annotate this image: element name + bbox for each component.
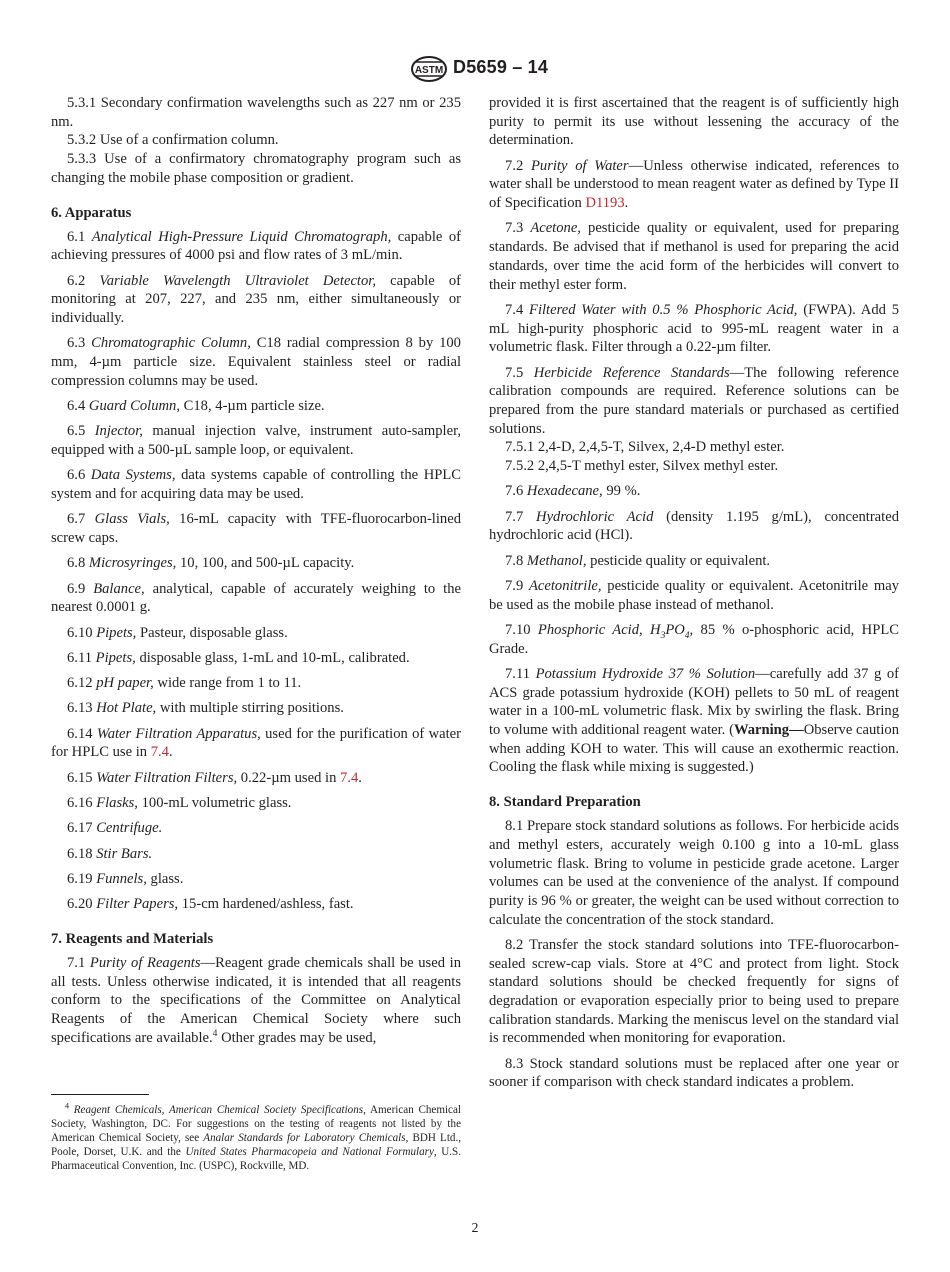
page-number: 2 [471,1221,479,1236]
apparatus-item: 6.20 Filter Papers, 15-cm hardened/ashless, fast. [67,896,354,913]
paragraph-7-8: 7.8 Methanol, pesticide quality or equivalent. [505,552,771,569]
paragraph-7-2: 7.2 Purity of Water—Unless otherwise indicated, references to water shall be understood to mean reagent water as defined by Type II of Specification D1193. [489,157,899,212]
paragraph-7-1-continued: provided it is first ascertained that the reagent is of sufficiently high purity to permit its use without lessening the accuracy of the determination. [489,95,899,149]
paragraph-7-3: 7.3 Acetone, pesticide quality or equivalent, used for preparing standards. Be advised that if methanol is used for preparing the acid standards, over time the acid form of the herbicides will convert to their methyl ester form. [489,220,899,293]
paragraph-8-3: 8.3 Stock standard solutions must be replaced after one year or sooner if comparison with check standard indicates a problem. [489,1055,899,1091]
section-7-heading: 7. Reagents and Materials [51,930,214,947]
paragraph-7-11: 7.11 Potassium Hydroxide 37 % Solution—carefully add 37 g of ACS grade potassium hydroxide (KOH) pellets to 50 mL of reagent water in a 100-mL volumetric flask. Mix by swirling the flask. Bring to volume with additional reagent water. (Warning—Observe caution when adding KOH to water. This will cause an exothermic reaction. Cooling the flask while mixing is suggested.) [489,665,900,776]
apparatus-item: 6.5 Injector, manual injection valve, instrument auto-sampler, equipped with a 500-µL sample loop, or equivalent. [51,423,461,458]
apparatus-item: 6.18 Stir Bars. [67,845,153,862]
paragraph-5-3-1: 5.3.1 Secondary confirmation wavelengths such as 227 nm or 235 nm. [51,95,461,130]
paragraph-7-6: 7.6 Hexadecane, 99 %. [505,483,641,500]
ref-link-7-4[interactable]: 7.4 [150,744,169,761]
paragraph-7-5: 7.5 Herbicide Reference Standards—The following reference calibration compounds are required. Reference solutions can be prepared from the pure standard materials or purchased as certified solutions. [489,364,899,437]
paragraph-6-14: 6.14 Water Filtration Apparatus, used for the purification of water for HPLC use in 7.4. [51,725,461,761]
apparatus-item: 6.11 Pipets, disposable glass, 1-mL and 10-mL, calibrated. [67,649,410,666]
ref-link-7-4[interactable]: 7.4 [340,769,359,786]
paragraph-7-5-2: 7.5.2 2,4,5-T methyl ester, Silvex methyl ester. [505,458,779,475]
apparatus-item: 6.19 Funnels, glass. [67,870,184,887]
document-id: D5659 – 14 [453,57,549,77]
apparatus-item: 6.12 pH paper, wide range from 1 to 11. [67,675,302,692]
apparatus-item: 6.16 Flasks, 100-mL volumetric glass. [67,795,292,811]
apparatus-item: 6.1 Analytical High-Pressure Liquid Chromatograph, capable of achieving pressures of 4000 psi and flow rates of 3 mL/min. [51,228,461,264]
paragraph-7-4: 7.4 Filtered Water with 0.5 % Phosphoric Acid, (FWPA). Add 5 mL high-purity phosphoric acid to 995-mL reagent water in a volumetric flask. Filter through a 0.22-µm filter. [489,301,899,356]
apparatus-list [51,228,461,719]
apparatus-item: 6.13 Hot Plate, with multiple stirring positions. [67,700,344,717]
paragraph-7-5-1: 7.5.1 2,4-D, 2,4,5-T, Silvex, 2,4-D methyl ester. [505,439,785,456]
paragraph-8-1: 8.1 Prepare stock standard solutions as follows. For herbicide acids and methyl esters, accurately weigh 0.100 g into a 10-mL glass volumetric flask. Bring to volume in pesticide grade acetone. Larger volumes can be used at the convenience of the analyst. If compound purity is 96 % or greater, the weight can be used without correction to calculate the concentration of the stock standard. [489,818,899,928]
apparatus-item: 6.6 Data Systems, data systems capable of controlling the HPLC system and for acquiring data may be used. [51,467,461,502]
paragraph-5-3-3: 5.3.3 Use of a confirmatory chromatography program such as changing the mobile phase composition or gradient. [51,151,461,186]
footnote-4: $^4$ Reagent Chemicals, American Chemical Society Specifications, American Chemical Society, Washington, DC. For suggestions on the testing of reagents not listed by the American Chemical Society, see Analar Standards for Laboratory Chemicals, BDH Ltd., Poole, Dorset, U.K. and the United States Pharmacopeia and National Formulary, U.S. Pharmaceutical Convention, Inc. (USPC), Rockville, MD. [51,1101,462,1173]
right-column [489,94,899,1099]
left-column [51,94,461,1054]
svg-text:ASTM: ASTM [414,65,444,76]
section-8-heading: 8. Standard Preparation [489,794,641,811]
paragraph-5-3-2: 5.3.2 Use of a confirmation column. [67,132,279,149]
paragraph-7-10: 7.10 Phosphoric Acid, $H_3PO_4$, 85 % o-phosphoric acid, HPLC Grade. [489,621,899,657]
paragraph-6-15: 6.15 Water Filtration Filters, 0.22-µm used in 7.4. [67,769,362,786]
paragraph-7-1: 7.1 Purity of Reagents—Reagent grade chemicals shall be used in all tests. Unless otherwise indicated, it is intended that all reagents conform to the specifications of the Committee on Analytical Reagents of the American Chemical Society where such specifications are available.$^4$ Other grades may be used, [51,954,462,1046]
page-header [0,56,950,84]
footnote-rule [51,1094,149,1095]
apparatus-item: 6.2 Variable Wavelength Ultraviolet Detector, capable of monitoring at 207, 227, and 235 nm, either simultaneously or individually. [51,272,461,326]
paragraph-8-2: 8.2 Transfer the stock standard solutions into TFE-fluorocarbon-sealed screw-cap vials. Store at 4°C and protect from light. Stock standard solutions should be checked frequently for signs of degradation or evaporation especially prior to being used to prepare calibration standards. Marking the meniscus level on the standard vial is recommended when monitoring for evaporation. [489,936,899,1047]
apparatus-item: 6.4 Guard Column, C18, 4-µm particle size. [67,397,325,414]
apparatus-item: 6.7 Glass Vials, 16-mL capacity with TFE-fluorocarbon-lined screw caps. [51,511,461,546]
apparatus-item: 6.3 Chromatographic Column, C18 radial compression 8 by 100 mm, 4-µm particle size. Equivalent stainless steel or radial compression columns may be used. [51,335,461,389]
astm-logo-icon [410,56,448,82]
footnote-ref-4[interactable]: 4 [212,1028,218,1039]
paragraph-7-7: 7.7 Hydrochloric Acid (density 1.195 g/mL), concentrated hydrochloric acid (HCl). [489,508,899,544]
apparatus-item: 6.10 Pipets, Pasteur, disposable glass. [67,624,288,641]
apparatus-item: 6.9 Balance, analytical, capable of accurately weighing to the nearest 0.0001 g. [51,580,461,616]
paragraph-7-9: 7.9 Acetonitrile, pesticide quality or equivalent. Acetonitrile may be used as the mobile phase instead of methanol. [489,577,899,613]
ref-link-d1193[interactable]: D1193 [585,195,625,212]
apparatus-item: 6.17 Centrifuge. [67,820,163,837]
apparatus-list-continued [51,794,461,914]
section-6-heading: 6. Apparatus [51,204,132,221]
apparatus-item: 6.8 Microsyringes, 10, 100, and 500-µL capacity. [67,555,355,572]
